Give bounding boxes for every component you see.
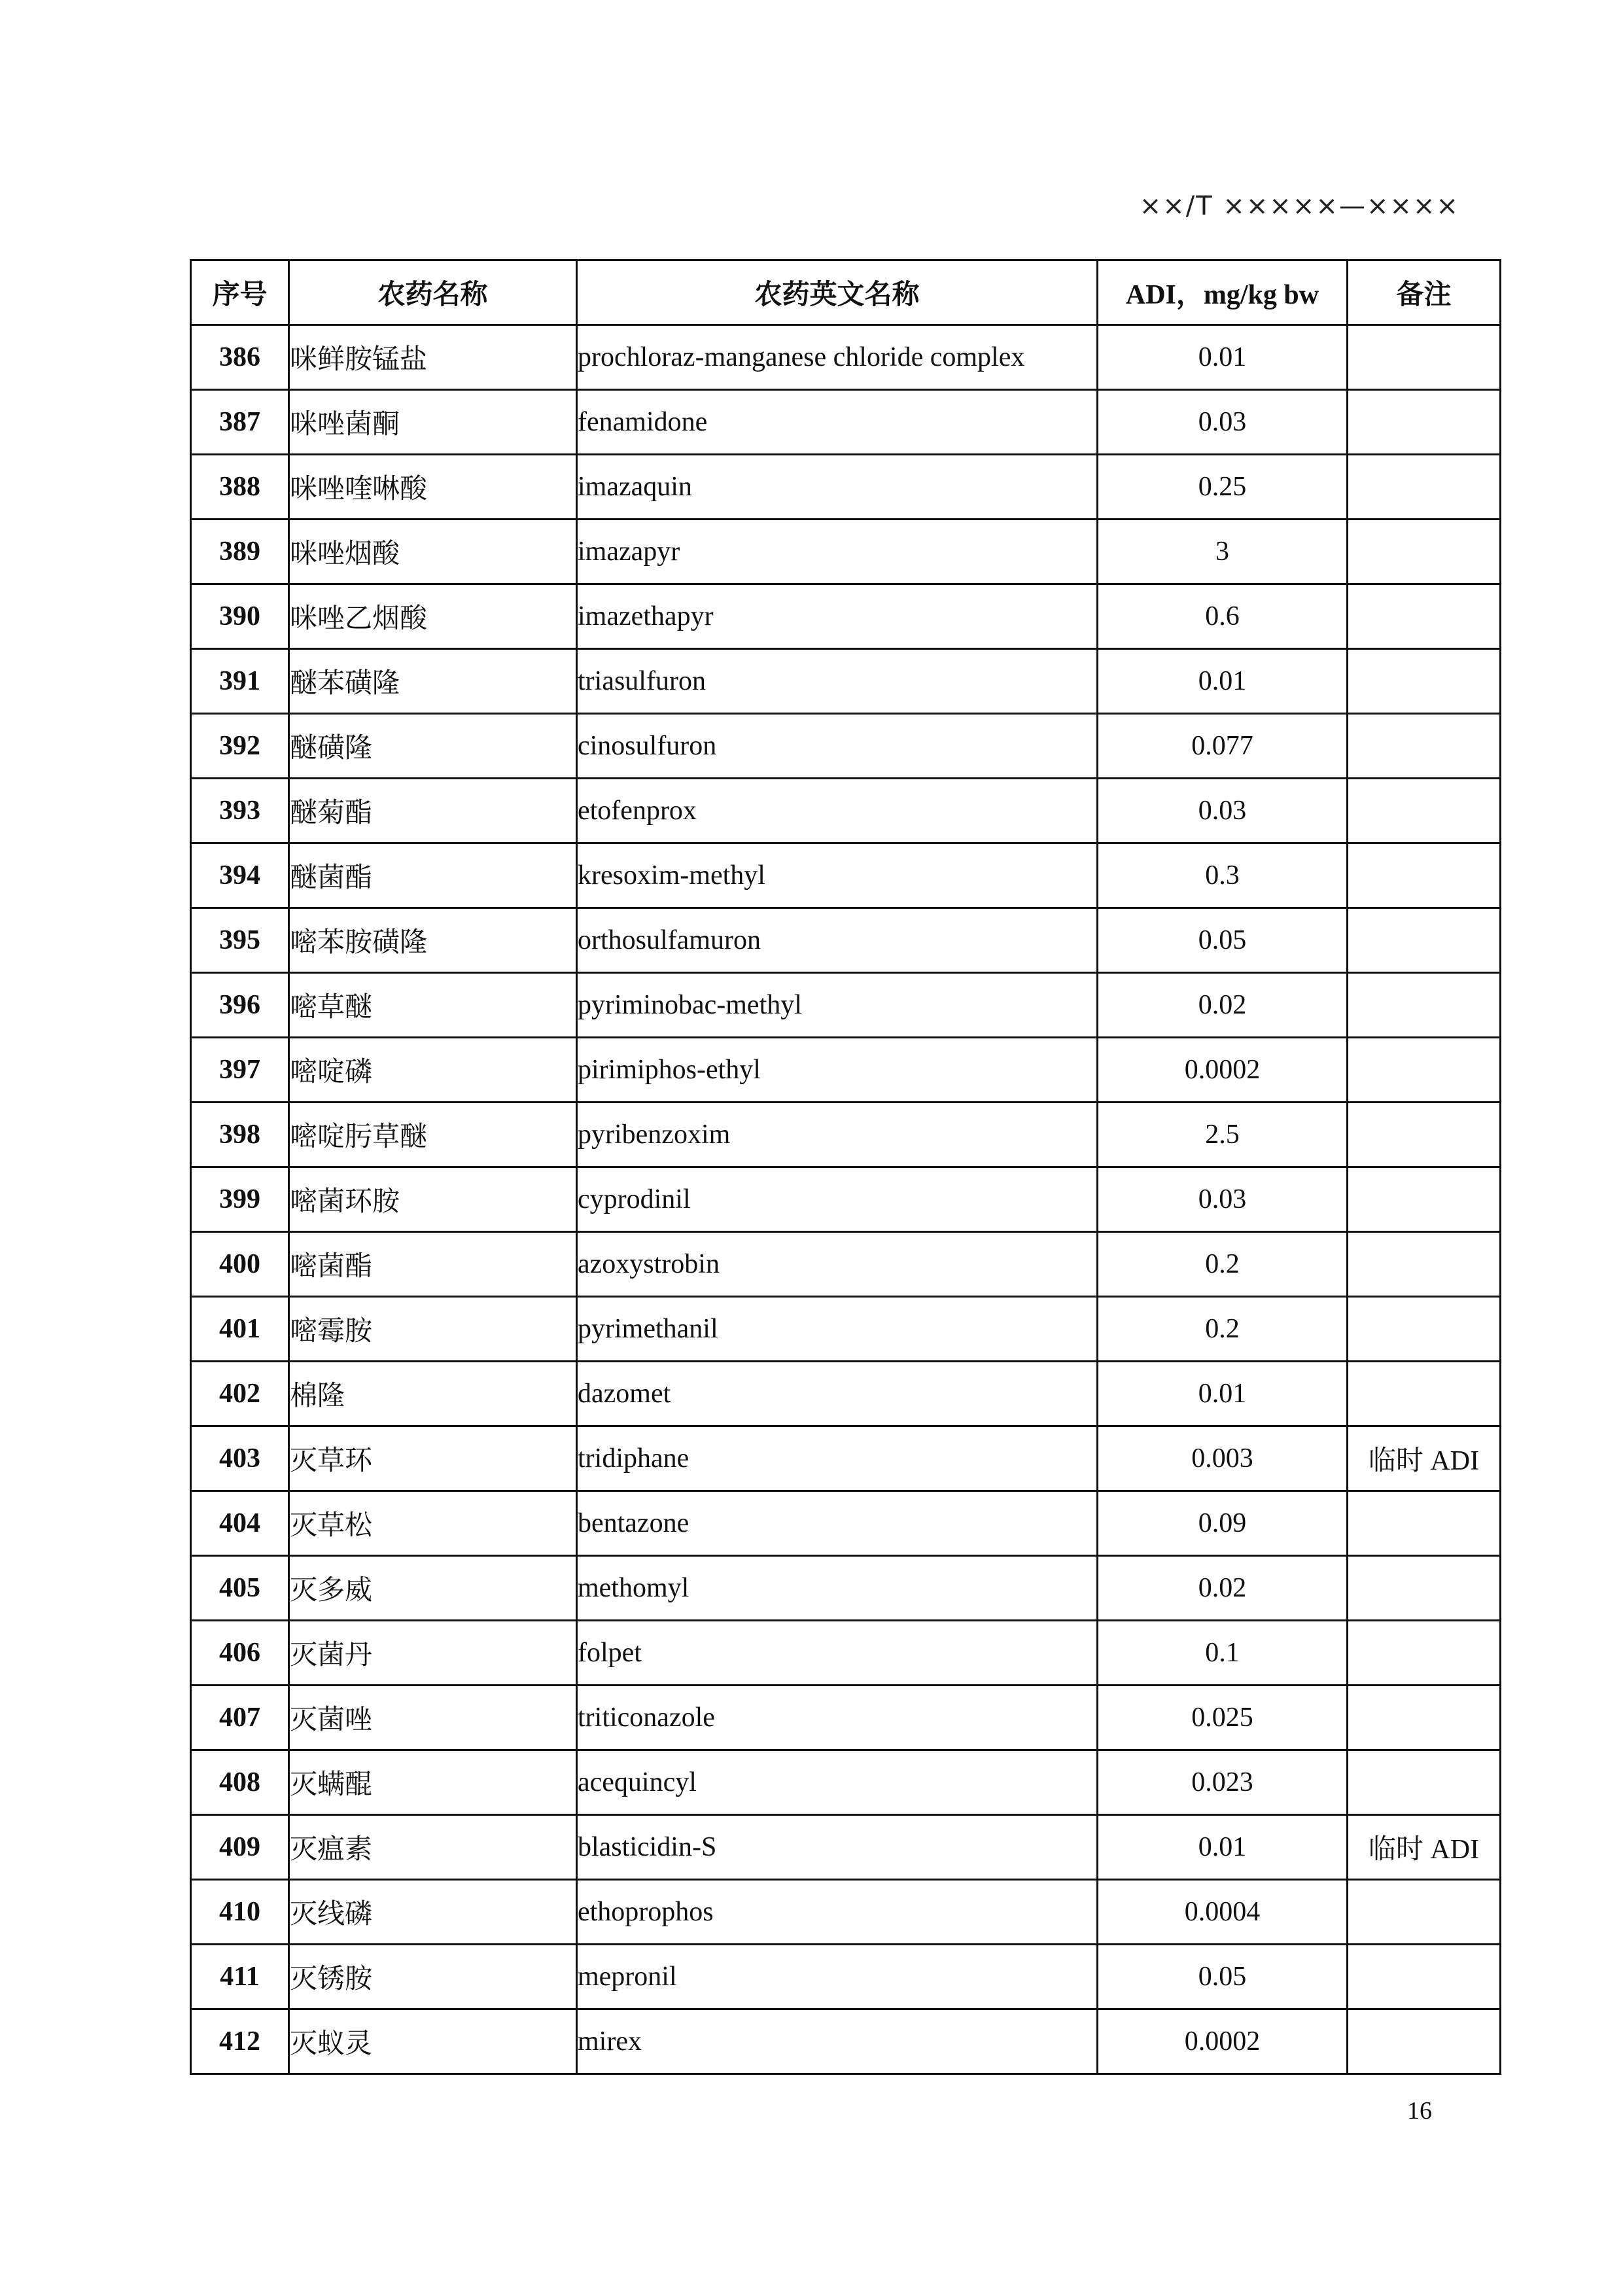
pesticide-name-cell: 嘧菌环胺 <box>289 1167 577 1232</box>
english-name-cell: methomyl <box>577 1556 1098 1621</box>
serial-cell: 407 <box>191 1686 289 1750</box>
remarks-cell <box>1348 1621 1501 1686</box>
pesticide-name-cell: 灭草松 <box>289 1491 577 1556</box>
header-english-name: 农药英文名称 <box>577 260 1098 325</box>
remarks-cell: 临时 ADI <box>1348 1426 1501 1491</box>
remarks-cell <box>1348 714 1501 779</box>
english-name-cell: cyprodinil <box>577 1167 1098 1232</box>
pesticide-name-cell: 灭线磷 <box>289 1880 577 1945</box>
adi-table <box>190 259 1501 2075</box>
remarks-cell <box>1348 1103 1501 1167</box>
pesticide-name-cell: 醚菊酯 <box>289 779 577 843</box>
table-row <box>191 1426 1501 1491</box>
adi-value-cell: 0.02 <box>1098 973 1348 1038</box>
table-row <box>191 1362 1501 1426</box>
remarks-cell <box>1348 1491 1501 1556</box>
header-serial: 序号 <box>191 260 289 325</box>
serial-cell: 412 <box>191 2009 289 2074</box>
serial-cell: 389 <box>191 520 289 584</box>
english-name-cell: folpet <box>577 1621 1098 1686</box>
table-row <box>191 390 1501 455</box>
table-row <box>191 1038 1501 1103</box>
english-name-cell: mepronil <box>577 1945 1098 2009</box>
pesticide-name-cell: 灭瘟素 <box>289 1815 577 1880</box>
serial-cell: 397 <box>191 1038 289 1103</box>
table-row <box>191 1686 1501 1750</box>
pesticide-name-cell: 咪唑烟酸 <box>289 520 577 584</box>
page-number: 16 <box>1407 2097 1432 2125</box>
remarks-cell <box>1348 649 1501 714</box>
english-name-cell: imazethapyr <box>577 584 1098 649</box>
pesticide-name-cell: 灭螨醌 <box>289 1750 577 1815</box>
table-row <box>191 584 1501 649</box>
adi-value-cell: 0.2 <box>1098 1297 1348 1362</box>
remarks-cell <box>1348 1556 1501 1621</box>
remarks-cell <box>1348 1945 1501 2009</box>
table-body <box>191 325 1501 2074</box>
pesticide-name-cell: 咪唑菌酮 <box>289 390 577 455</box>
adi-value-cell: 0.03 <box>1098 1167 1348 1232</box>
english-name-cell: acequincyl <box>577 1750 1098 1815</box>
table-row <box>191 843 1501 908</box>
pesticide-name-cell: 嘧草醚 <box>289 973 577 1038</box>
pesticide-name-cell: 醚菌酯 <box>289 843 577 908</box>
adi-value-cell: 0.03 <box>1098 390 1348 455</box>
table-row <box>191 1750 1501 1815</box>
pesticide-name-cell: 嘧菌酯 <box>289 1232 577 1297</box>
remarks-cell <box>1348 455 1501 520</box>
pesticide-name-cell: 醚磺隆 <box>289 714 577 779</box>
serial-cell: 394 <box>191 843 289 908</box>
table-row <box>191 520 1501 584</box>
adi-value-cell: 0.01 <box>1098 649 1348 714</box>
pesticide-name-cell: 灭菌唑 <box>289 1686 577 1750</box>
table-row <box>191 1103 1501 1167</box>
adi-value-cell: 0.1 <box>1098 1621 1348 1686</box>
english-name-cell: pyriminobac-methyl <box>577 973 1098 1038</box>
remarks-cell <box>1348 973 1501 1038</box>
serial-cell: 398 <box>191 1103 289 1167</box>
remarks-cell <box>1348 779 1501 843</box>
english-name-cell: prochloraz-manganese chloride complex <box>577 325 1098 390</box>
serial-cell: 395 <box>191 908 289 973</box>
serial-cell: 399 <box>191 1167 289 1232</box>
english-name-cell: pyrimethanil <box>577 1297 1098 1362</box>
table-row <box>191 973 1501 1038</box>
serial-cell: 401 <box>191 1297 289 1362</box>
english-name-cell: ethoprophos <box>577 1880 1098 1945</box>
remarks-cell <box>1348 325 1501 390</box>
adi-value-cell: 0.05 <box>1098 908 1348 973</box>
pesticide-name-cell: 灭锈胺 <box>289 1945 577 2009</box>
english-name-cell: cinosulfuron <box>577 714 1098 779</box>
remarks-cell <box>1348 1362 1501 1426</box>
adi-value-cell: 0.2 <box>1098 1232 1348 1297</box>
adi-value-cell: 3 <box>1098 520 1348 584</box>
adi-value-cell: 0.6 <box>1098 584 1348 649</box>
adi-value-cell: 0.02 <box>1098 1556 1348 1621</box>
adi-value-cell: 0.01 <box>1098 1362 1348 1426</box>
pesticide-name-cell: 嘧啶磷 <box>289 1038 577 1103</box>
remarks-cell <box>1348 1750 1501 1815</box>
table-row <box>191 1815 1501 1880</box>
english-name-cell: bentazone <box>577 1491 1098 1556</box>
serial-cell: 392 <box>191 714 289 779</box>
serial-cell: 403 <box>191 1426 289 1491</box>
pesticide-name-cell: 灭多威 <box>289 1556 577 1621</box>
serial-cell: 391 <box>191 649 289 714</box>
adi-value-cell: 0.03 <box>1098 779 1348 843</box>
serial-cell: 404 <box>191 1491 289 1556</box>
english-name-cell: dazomet <box>577 1362 1098 1426</box>
remarks-cell <box>1348 1167 1501 1232</box>
remarks-cell <box>1348 2009 1501 2074</box>
serial-cell: 411 <box>191 1945 289 2009</box>
english-name-cell: fenamidone <box>577 390 1098 455</box>
english-name-cell: triticonazole <box>577 1686 1098 1750</box>
english-name-cell: imazapyr <box>577 520 1098 584</box>
pesticide-name-cell: 灭草环 <box>289 1426 577 1491</box>
adi-value-cell: 0.0002 <box>1098 2009 1348 2074</box>
remarks-cell <box>1348 1038 1501 1103</box>
table-row <box>191 779 1501 843</box>
serial-cell: 396 <box>191 973 289 1038</box>
remarks-cell <box>1348 843 1501 908</box>
table-row <box>191 1232 1501 1297</box>
table-row <box>191 714 1501 779</box>
serial-cell: 400 <box>191 1232 289 1297</box>
adi-value-cell: 0.025 <box>1098 1686 1348 1750</box>
pesticide-name-cell: 棉隆 <box>289 1362 577 1426</box>
serial-cell: 406 <box>191 1621 289 1686</box>
english-name-cell: orthosulfamuron <box>577 908 1098 973</box>
serial-cell: 410 <box>191 1880 289 1945</box>
table-row <box>191 1945 1501 2009</box>
table-row <box>191 649 1501 714</box>
adi-value-cell: 2.5 <box>1098 1103 1348 1167</box>
table-row <box>191 1491 1501 1556</box>
adi-value-cell: 0.3 <box>1098 843 1348 908</box>
english-name-cell: triasulfuron <box>577 649 1098 714</box>
adi-value-cell: 0.023 <box>1098 1750 1348 1815</box>
table-row <box>191 2009 1501 2074</box>
serial-cell: 408 <box>191 1750 289 1815</box>
adi-value-cell: 0.09 <box>1098 1491 1348 1556</box>
adi-value-cell: 0.0002 <box>1098 1038 1348 1103</box>
table-row <box>191 908 1501 973</box>
adi-value-cell: 0.077 <box>1098 714 1348 779</box>
remarks-cell <box>1348 1297 1501 1362</box>
pesticide-name-cell: 嘧苯胺磺隆 <box>289 908 577 973</box>
remarks-cell <box>1348 1686 1501 1750</box>
adi-value-cell: 0.0004 <box>1098 1880 1348 1945</box>
table-row <box>191 1621 1501 1686</box>
pesticide-name-cell: 灭蚁灵 <box>289 2009 577 2074</box>
table-row <box>191 1297 1501 1362</box>
standard-code: ××/T ×××××—×××× <box>1139 191 1459 221</box>
pesticide-name-cell: 醚苯磺隆 <box>289 649 577 714</box>
serial-cell: 405 <box>191 1556 289 1621</box>
remarks-cell <box>1348 584 1501 649</box>
serial-cell: 387 <box>191 390 289 455</box>
serial-cell: 388 <box>191 455 289 520</box>
remarks-cell <box>1348 390 1501 455</box>
english-name-cell: blasticidin-S <box>577 1815 1098 1880</box>
english-name-cell: kresoxim-methyl <box>577 843 1098 908</box>
pesticide-name-cell: 灭菌丹 <box>289 1621 577 1686</box>
adi-value-cell: 0.003 <box>1098 1426 1348 1491</box>
remarks-cell: 临时 ADI <box>1348 1815 1501 1880</box>
english-name-cell: pyribenzoxim <box>577 1103 1098 1167</box>
english-name-cell: azoxystrobin <box>577 1232 1098 1297</box>
remarks-cell <box>1348 908 1501 973</box>
adi-value-cell: 0.01 <box>1098 1815 1348 1880</box>
english-name-cell: mirex <box>577 2009 1098 2074</box>
remarks-cell <box>1348 520 1501 584</box>
english-name-cell: pirimiphos-ethyl <box>577 1038 1098 1103</box>
serial-cell: 390 <box>191 584 289 649</box>
table-row <box>191 325 1501 390</box>
table-row <box>191 1556 1501 1621</box>
pesticide-name-cell: 嘧啶肟草醚 <box>289 1103 577 1167</box>
header-adi: ADI，mg/kg bw <box>1098 260 1348 325</box>
english-name-cell: etofenprox <box>577 779 1098 843</box>
table-row <box>191 1167 1501 1232</box>
english-name-cell: tridiphane <box>577 1426 1098 1491</box>
serial-cell: 386 <box>191 325 289 390</box>
pesticide-name-cell: 咪鲜胺锰盐 <box>289 325 577 390</box>
serial-cell: 393 <box>191 779 289 843</box>
serial-cell: 402 <box>191 1362 289 1426</box>
serial-cell: 409 <box>191 1815 289 1880</box>
pesticide-name-cell: 咪唑喹啉酸 <box>289 455 577 520</box>
header-remarks: 备注 <box>1348 260 1501 325</box>
adi-value-cell: 0.25 <box>1098 455 1348 520</box>
table-row <box>191 1880 1501 1945</box>
remarks-cell <box>1348 1880 1501 1945</box>
table-row <box>191 455 1501 520</box>
remarks-cell <box>1348 1232 1501 1297</box>
english-name-cell: imazaquin <box>577 455 1098 520</box>
adi-value-cell: 0.05 <box>1098 1945 1348 2009</box>
pesticide-name-cell: 咪唑乙烟酸 <box>289 584 577 649</box>
pesticide-name-cell: 嘧霉胺 <box>289 1297 577 1362</box>
table-header-row <box>191 260 1501 325</box>
header-pesticide-name: 农药名称 <box>289 260 577 325</box>
adi-value-cell: 0.01 <box>1098 325 1348 390</box>
